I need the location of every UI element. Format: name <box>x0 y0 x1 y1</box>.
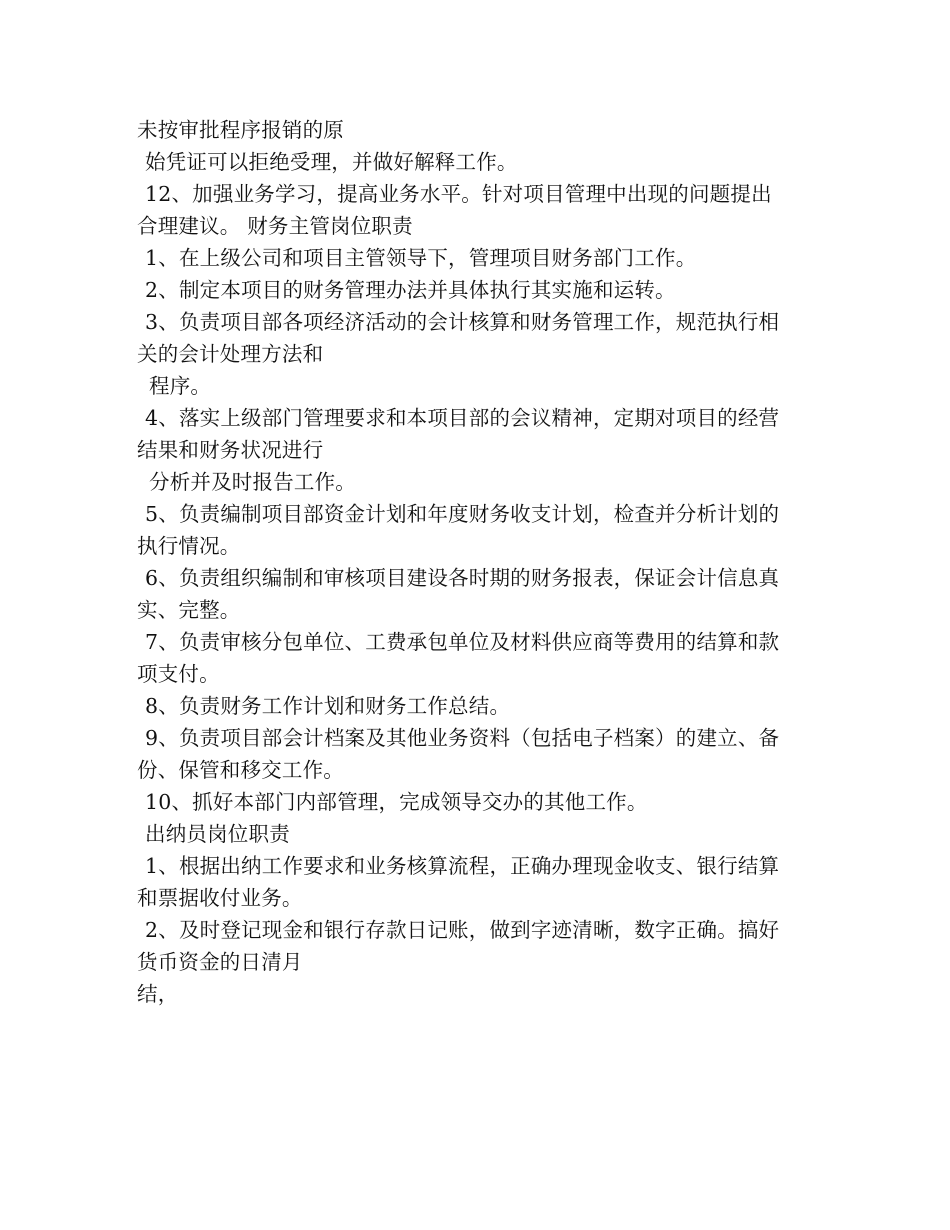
text-line: 7、负责审核分包单位、工费承包单位及材料供应商等费用的结算和款 <box>145 630 780 654</box>
text-line: 和票据收付业务。 <box>137 886 303 910</box>
text-line: 1、根据出纳工作要求和业务核算流程，正确办理现金收支、银行结算 <box>145 854 780 878</box>
text-line: 8、负责财务工作计划和财务工作总结。 <box>145 694 511 718</box>
text-line: 分析并及时报告工作。 <box>149 470 356 494</box>
text-line: 1、在上级公司和项目主管领导下，管理项目财务部门工作。 <box>145 246 697 270</box>
text-line: 始凭证可以拒绝受理，并做好解释工作。 <box>145 150 518 174</box>
text-line: 项支付。 <box>137 662 220 686</box>
text-line: 执行情况。 <box>137 534 241 558</box>
document-body <box>137 114 817 1010</box>
text-line: 12、加强业务学习，提高业务水平。针对项目管理中出现的问题提出 <box>145 182 772 206</box>
section-heading: 出纳员岗位职责 <box>145 822 290 846</box>
text-line: 关的会计处理方法和 <box>137 342 324 366</box>
text-line: 3、负责项目部各项经济活动的会计核算和财务管理工作，规范执行相 <box>145 310 780 334</box>
text-line: 6、负责组织编制和审核项目建设各时期的财务报表，保证会计信息真 <box>145 566 780 590</box>
text-line: 9、负责项目部会计档案及其他业务资料（包括电子档案）的建立、备 <box>145 726 780 750</box>
text-line: 程序。 <box>149 374 212 398</box>
text-line: 货币资金的日清月 <box>137 950 303 974</box>
text-line: 结， <box>137 982 179 1006</box>
text-line: 结果和财务状况进行 <box>137 438 324 462</box>
text-line: 2、制定本项目的财务管理办法并具体执行其实施和运转。 <box>145 278 676 302</box>
text-line: 实、完整。 <box>137 598 241 622</box>
text-line: 4、落实上级部门管理要求和本项目部的会议精神，定期对项目的经营 <box>145 406 780 430</box>
text-line: 2、及时登记现金和银行存款日记账，做到字迹清晰，数字正确。搞好 <box>145 918 780 942</box>
text-line: 份、保管和移交工作。 <box>137 758 344 782</box>
text-line: 10、抓好本部门内部管理，完成领导交办的其他工作。 <box>145 790 648 814</box>
text-line: 未按审批程序报销的原 <box>137 118 344 142</box>
text-line: 合理建议。 财务主管岗位职责 <box>137 214 413 238</box>
text-line: 5、负责编制项目部资金计划和年度财务收支计划，检查并分析计划的 <box>145 502 780 526</box>
